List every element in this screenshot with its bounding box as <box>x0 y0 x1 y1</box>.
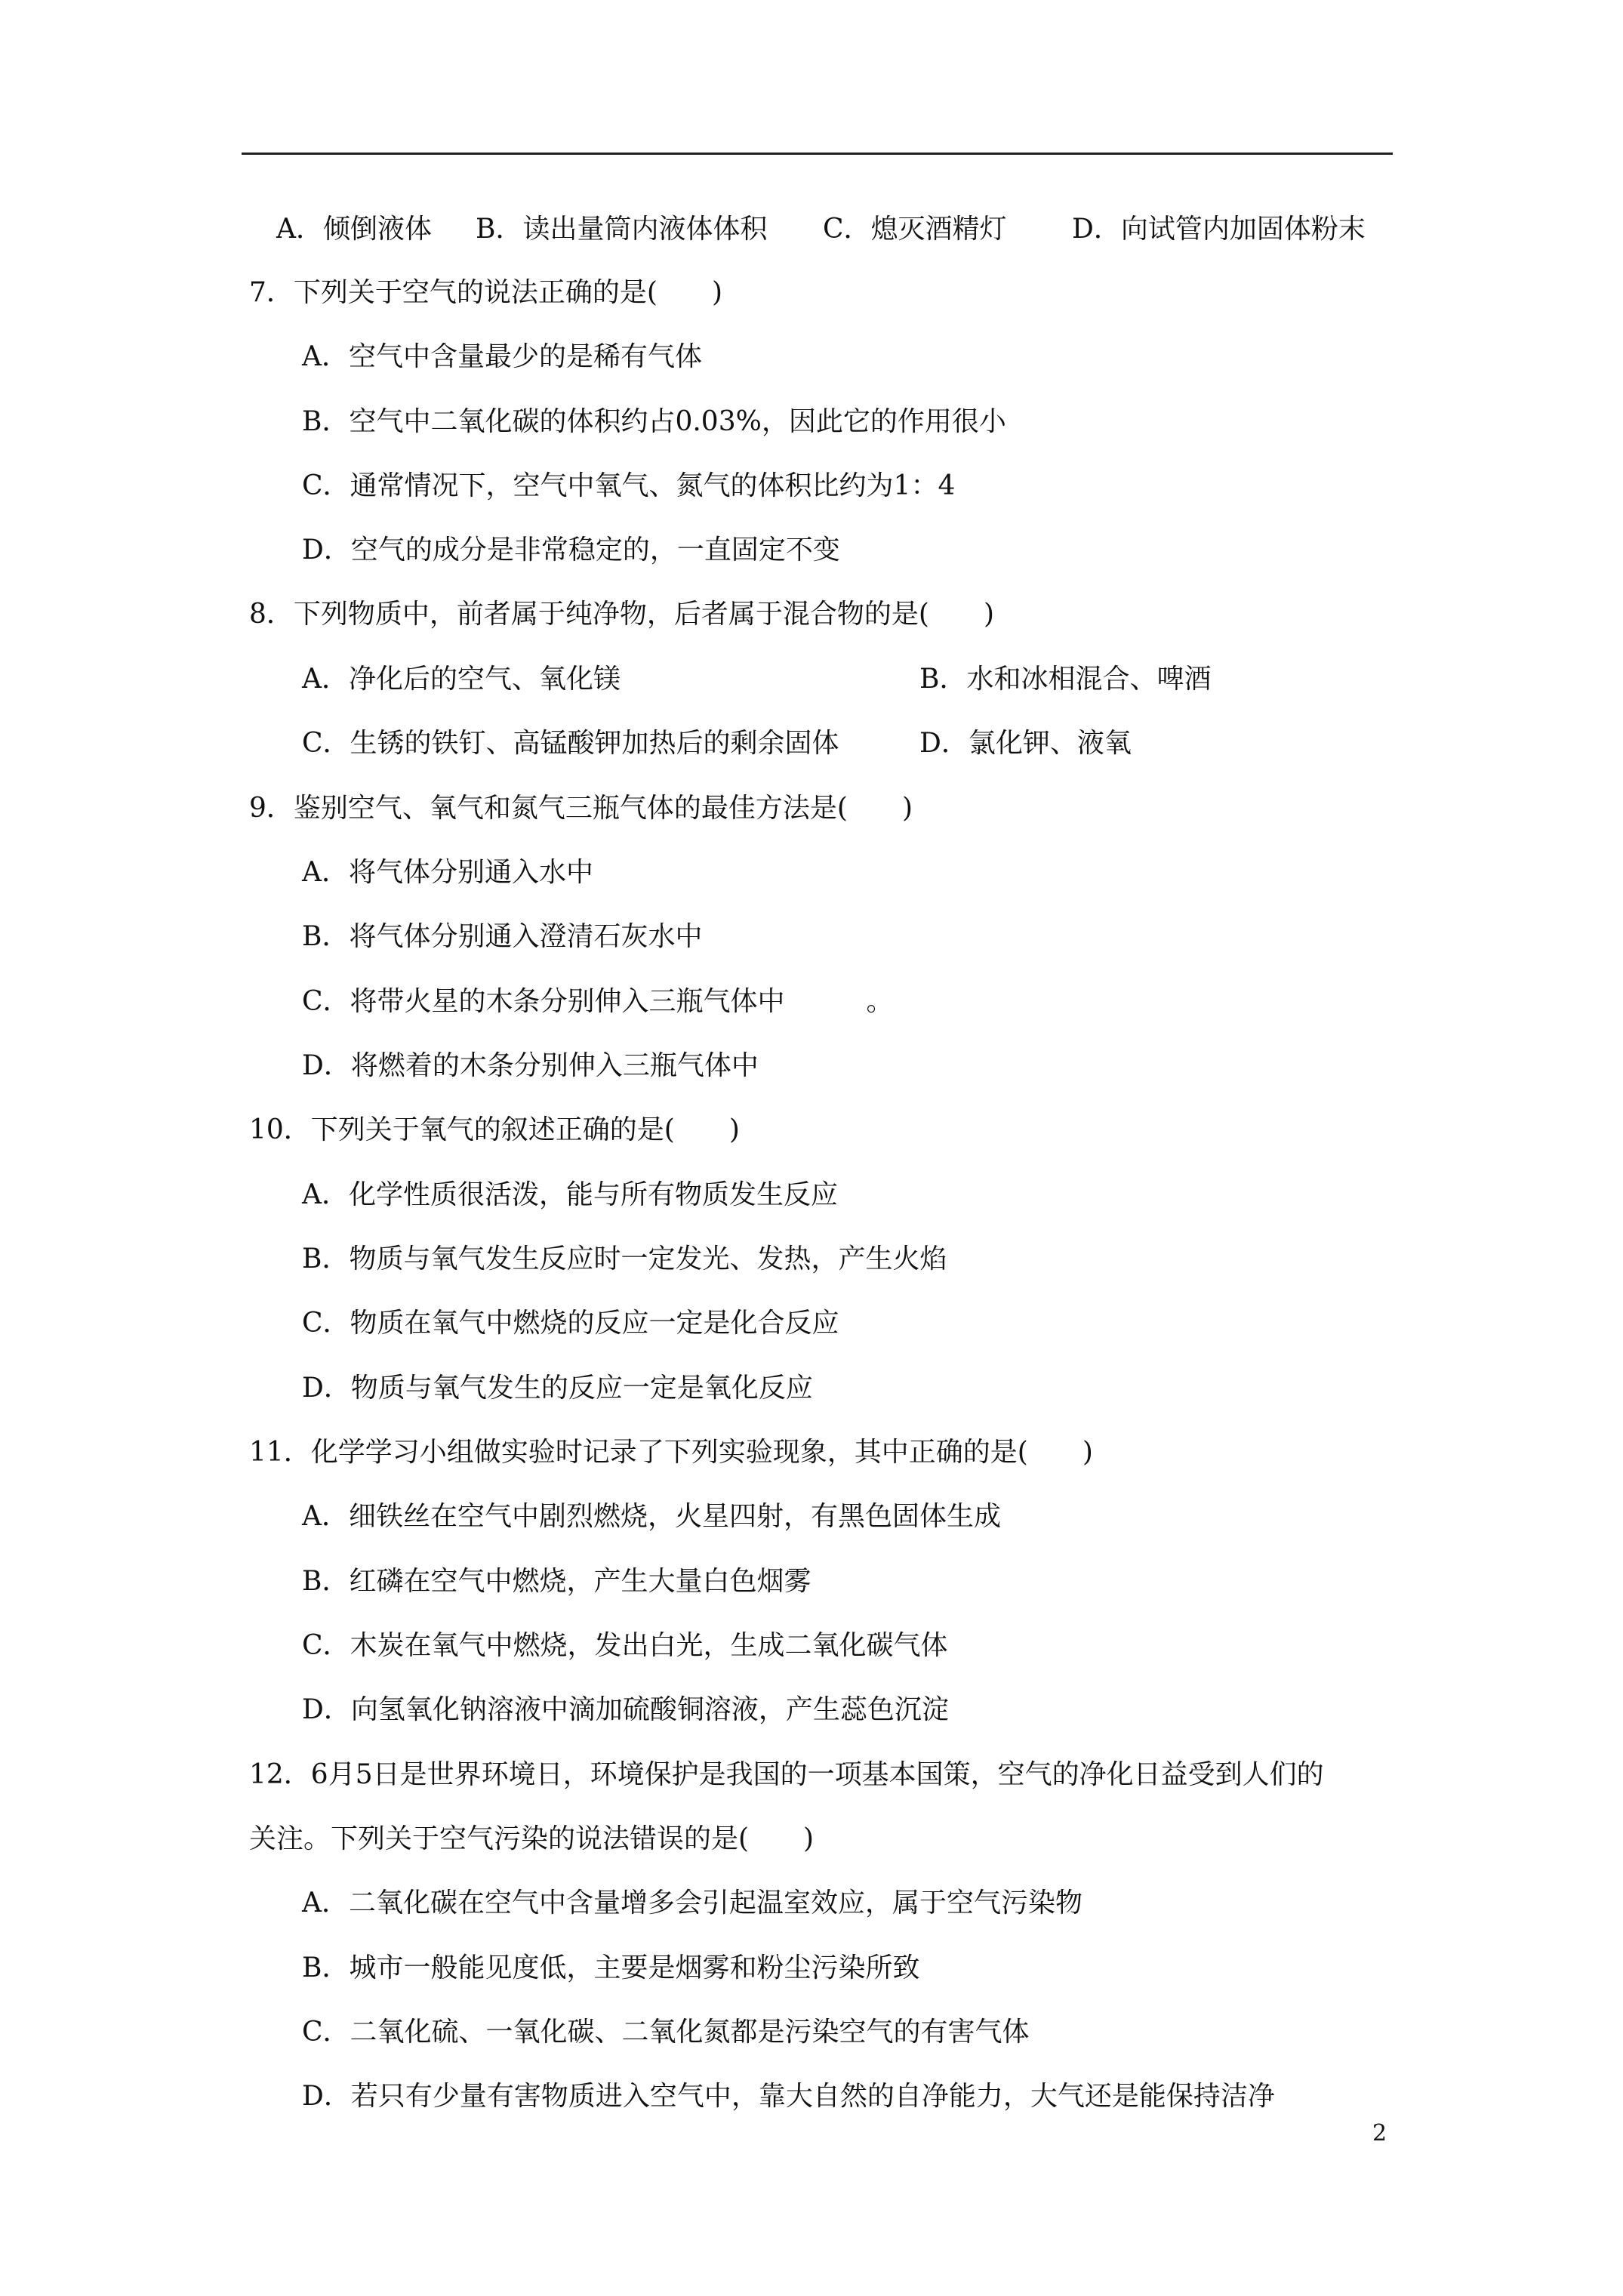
question-7-option-b: B．空气中二氧化碳的体积约占0.03%，因此它的作用很小 <box>302 406 1006 437</box>
header-rule <box>242 153 1393 155</box>
question-8-option-b: B．水和冰相混合、啤酒 <box>919 664 1212 695</box>
question-11-option-c: C．木炭在氧气中燃烧，发出白光，生成二氧化碳气体 <box>302 1630 948 1661</box>
question-7-option-c: C．通常情况下，空气中氧气、氮气的体积比约为1：4 <box>302 470 956 501</box>
question-7-option-a: A．空气中含量最少的是稀有气体 <box>302 341 702 372</box>
question-10-option-d: D．物质与氧气发生的反应一定是氧化反应 <box>302 1373 813 1404</box>
question-12-option-b: B．城市一般能见度低，主要是烟雾和粉尘污染所致 <box>302 1952 920 1983</box>
question-11-option-a: A．细铁丝在空气中剧烈燃烧，火星四射，有黑色固体生成 <box>302 1501 1001 1532</box>
question-10-option-c: C．物质在氧气中燃烧的反应一定是化合反应 <box>302 1308 839 1339</box>
question-12-option-c: C．二氧化硫、一氧化碳、二氧化氮都是污染空气的有害气体 <box>302 2017 1030 2048</box>
question-8-stem: 8．下列物质中，前者属于纯净物，后者属于混合物的是( ) <box>249 599 994 630</box>
top-option-b: B．读出量筒内液体体积 <box>476 214 768 245</box>
question-10-stem: 10．下列关于氧气的叙述正确的是( ) <box>249 1114 740 1145</box>
question-9-option-c: C．将带火星的木条分别伸入三瓶气体中 。 <box>302 986 894 1017</box>
question-11-option-b: B．红磷在空气中燃烧，产生大量白色烟雾 <box>302 1566 812 1597</box>
question-11-stem: 11．化学学习小组做实验时记录了下列实验现象，其中正确的是( ) <box>249 1437 1093 1468</box>
question-9-stem: 9．鉴别空气、氧气和氮气三瓶气体的最佳方法是( ) <box>249 793 913 824</box>
question-7-option-d: D．空气的成分是非常稳定的，一直固定不变 <box>302 535 840 566</box>
top-option-d: D．向试管内加固体粉末 <box>1072 214 1366 245</box>
question-8-option-d: D．氯化钾、液氧 <box>919 728 1132 759</box>
question-12-stem-line-1: 12．6月5日是世界环境日，环境保护是我国的一项基本国策，空气的净化日益受到人们的 <box>249 1759 1324 1790</box>
question-12-option-a: A．二氧化碳在空气中含量增多会引起温室效应，属于空气污染物 <box>302 1888 1083 1918</box>
question-9-option-a: A．将气体分别通入水中 <box>302 857 593 888</box>
question-12-option-d: D．若只有少量有害物质进入空气中，靠大自然的自净能力，大气还是能保持洁净 <box>302 2081 1275 2112</box>
top-option-c: C．熄灭酒精灯 <box>823 214 1007 245</box>
question-10-option-b: B．物质与氧气发生反应时一定发光、发热，产生火焰 <box>302 1244 947 1274</box>
question-8-option-c: C．生锈的铁钉、高锰酸钾加热后的剩余固体 <box>302 728 839 759</box>
question-8-option-a: A．净化后的空气、氧化镁 <box>302 664 621 695</box>
question-9-option-d: D．将燃着的木条分别伸入三瓶气体中 <box>302 1050 759 1081</box>
question-12-stem-line-2: 关注。下列关于空气污染的说法错误的是( ) <box>249 1823 815 1854</box>
question-11-option-d: D．向氢氧化钠溶液中滴加硫酸铜溶液，产生蕊色沉淀 <box>302 1694 949 1725</box>
top-option-a: A．倾倒液体 <box>276 214 432 245</box>
question-10-option-a: A．化学性质很活泼，能与所有物质发生反应 <box>302 1179 838 1210</box>
page-number: 2 <box>1372 2120 1387 2147</box>
question-7-stem: 7．下列关于空气的说法正确的是( ) <box>249 277 722 308</box>
question-9-option-b: B．将气体分别通入澄清石灰水中 <box>302 921 703 952</box>
